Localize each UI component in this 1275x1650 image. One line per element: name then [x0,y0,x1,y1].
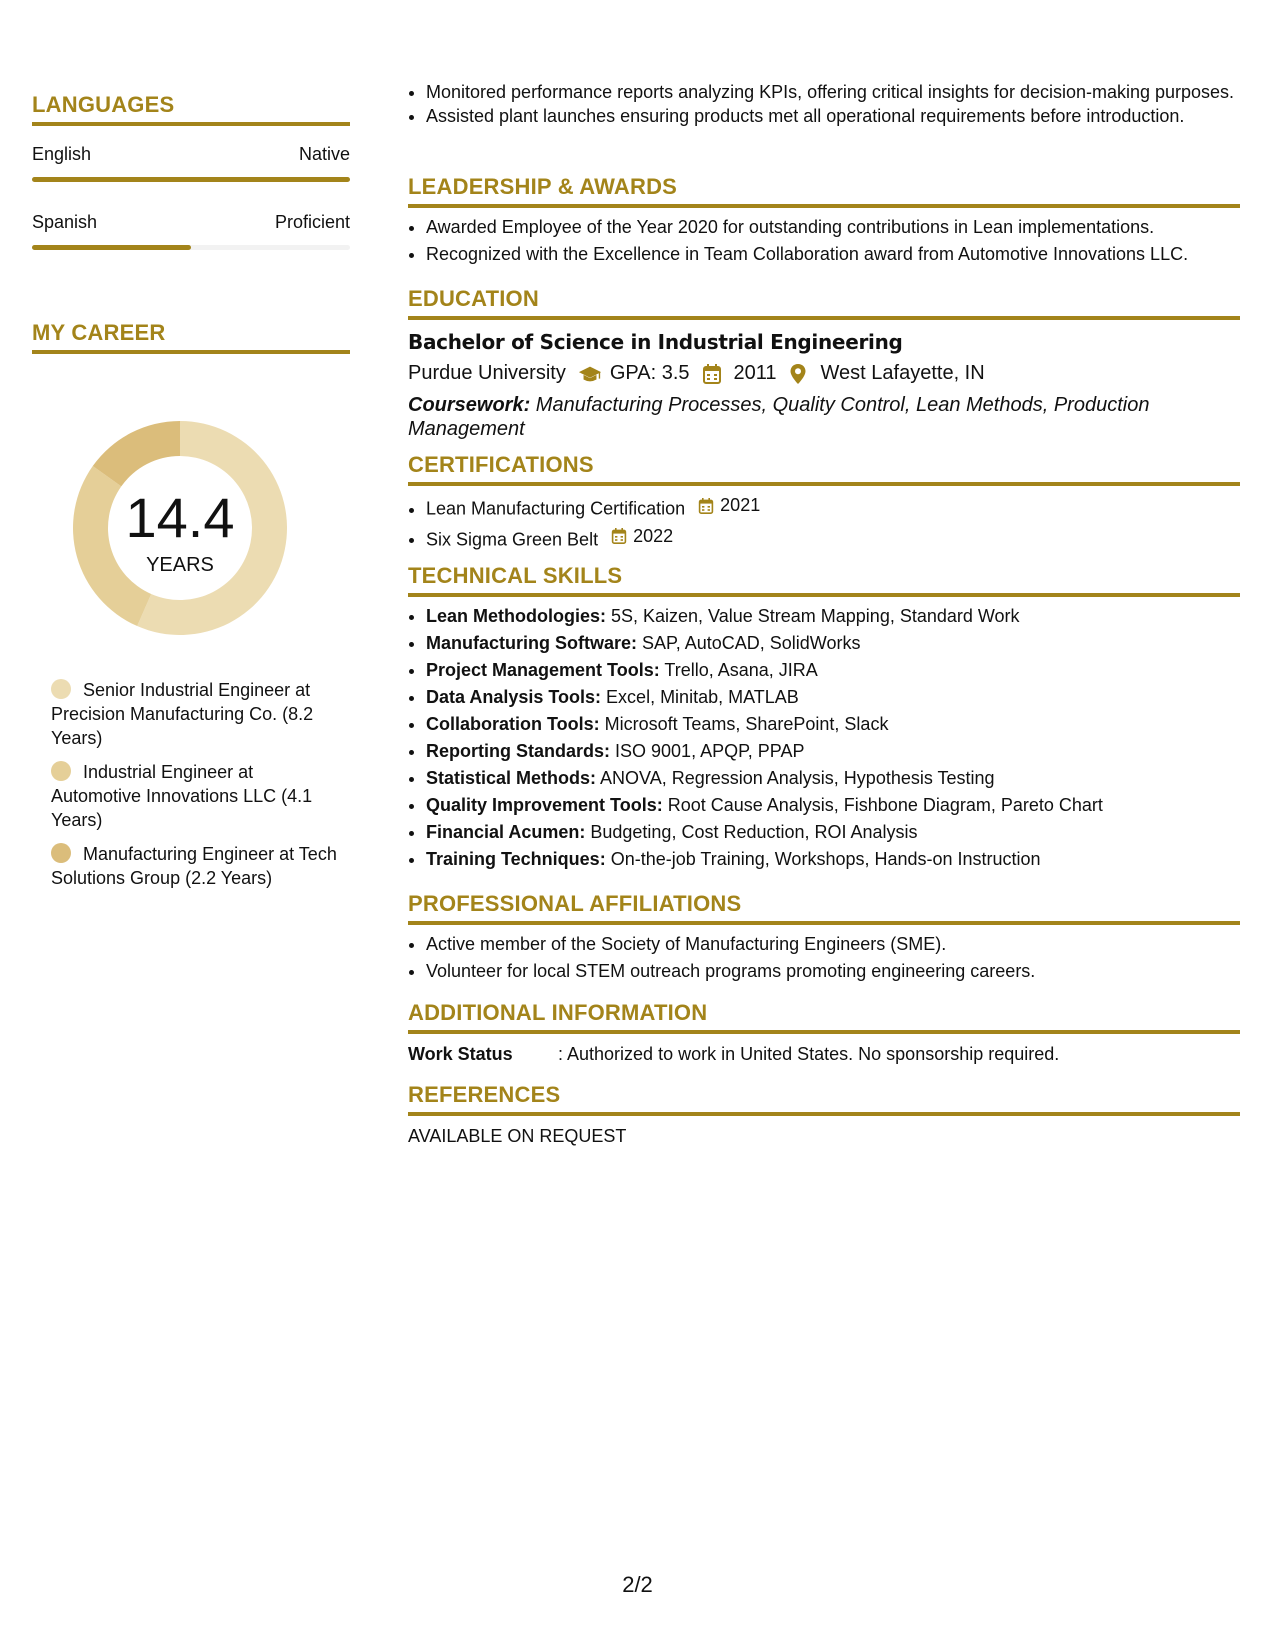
legend-dot-icon [51,679,71,699]
language-item [32,212,350,250]
degree-title: Bachelor of Science in Industrial Engineering [408,330,903,354]
legend-dot-icon [51,843,71,863]
skills-list [408,603,1240,873]
language-proficiency-bar [32,245,350,250]
list-item: • Collaboration Tools: Microsoft Teams, SharePoint, Slack [426,711,1240,738]
certification-date: 2021 [698,492,760,519]
calendar-icon [698,497,714,515]
language-item [32,144,350,182]
affiliations-title: PROFESSIONAL AFFILIATIONS [408,891,1240,925]
calendar-icon [702,363,726,385]
experience-bullets [408,80,1246,128]
skills-title: TECHNICAL SKILLS [408,563,1240,597]
career-total-years: 14.4 [125,486,235,549]
education-meta [408,362,1240,385]
leadership-title: LEADERSHIP & AWARDS [408,174,1240,208]
certifications-title: CERTIFICATIONS [408,452,1240,486]
languages-title: LANGUAGES [32,92,350,126]
coursework-list: Manufacturing Processes, Quality Control, Lean Methods, Production Management [408,394,1150,440]
career-unit-label: YEARS [146,554,214,576]
graduation-year: 2011 [733,362,777,384]
list-item: • Recognized with the Excellence in Team Collaboration award from Automotive Innovations LLC. [426,241,1240,268]
list-item: • Lean Manufacturing Certification 2021 [426,492,1240,523]
list-item: • Six Sigma Green Belt 2022 [426,523,1240,554]
list-item: • Data Analysis Tools: Excel, Minitab, MATLAB [426,684,1240,711]
list-item: • Training Techniques: On-the-job Training, Workshops, Hands-on Instruction [426,846,1240,873]
list-item: • Awarded Employee of the Year 2020 for outstanding contributions in Lean implementations. [426,214,1240,241]
list-item: • Assisted plant launches ensuring products met all operational requirements before introduction. [426,104,1246,128]
career-donut-chart [67,415,293,641]
certifications-list [408,492,1240,553]
language-proficiency-fill [32,177,350,182]
page-number: 2/2 [622,1572,653,1597]
list-item: • Active member of the Society of Manufacturing Engineers (SME). [426,931,1240,958]
school-location: West Lafayette, IN [820,362,985,384]
references-text: AVAILABLE ON REQUEST [408,1126,627,1146]
list-item: • Manufacturing Software: SAP, AutoCAD, SolidWorks [426,630,1240,657]
career-legend-item: Senior Industrial Engineer at Precision Manufacturing Co. (8.2 Years) [51,680,314,748]
coursework-label: Coursework: [408,394,531,416]
language-level: Proficient [274,212,350,232]
gpa: GPA: 3.5 [609,362,690,384]
list-item: • Reporting Standards: ISO 9001, APQP, PPAP [426,738,1240,765]
list-item: • Lean Methodologies: 5S, Kaizen, Value Stream Mapping, Standard Work [426,603,1240,630]
certification-date: 2022 [611,523,673,550]
leadership-list [408,214,1240,268]
list-item: • Project Management Tools: Trello, Asana, JIRA [426,657,1240,684]
list-item: • Monitored performance reports analyzing KPIs, offering critical insights for decision-making purposes. [426,80,1246,104]
career-legend-item: Manufacturing Engineer at Tech Solutions Group (2.2 Years) [51,844,337,888]
work-status-value: : Authorized to work in United States. No sponsorship required. [558,1044,1060,1064]
list-item: • Quality Improvement Tools: Root Cause Analysis, Fishbone Diagram, Pareto Chart [426,792,1240,819]
list-item: • Statistical Methods: ANOVA, Regression Analysis, Hypothesis Testing [426,765,1240,792]
career-legend-item: Industrial Engineer at Automotive Innovations LLC (4.1 Years) [51,762,313,830]
list-item: • Volunteer for local STEM outreach programs promoting engineering careers. [426,958,1240,985]
affiliations-list [408,931,1240,985]
career-legend [51,678,341,900]
additional-info-title: ADDITIONAL INFORMATION [408,1000,1240,1034]
references-title: REFERENCES [408,1082,1240,1116]
language-level: Native [298,144,350,164]
coursework [408,393,1240,441]
work-status-row [408,1044,1240,1065]
graduation-cap-icon [578,363,602,385]
education-title: EDUCATION [408,286,1240,320]
location-pin-icon [789,363,813,385]
list-item: • Financial Acumen: Budgeting, Cost Reduction, ROI Analysis [426,819,1240,846]
calendar-icon [611,527,627,545]
legend-dot-icon [51,761,71,781]
school-name: Purdue University [408,362,566,384]
language-name: Spanish [32,212,98,232]
career-title: MY CAREER [32,320,350,354]
language-proficiency-bar [32,177,350,182]
work-status-label: Work Status [408,1044,513,1064]
language-name: English [32,144,92,164]
language-proficiency-fill [32,245,191,250]
